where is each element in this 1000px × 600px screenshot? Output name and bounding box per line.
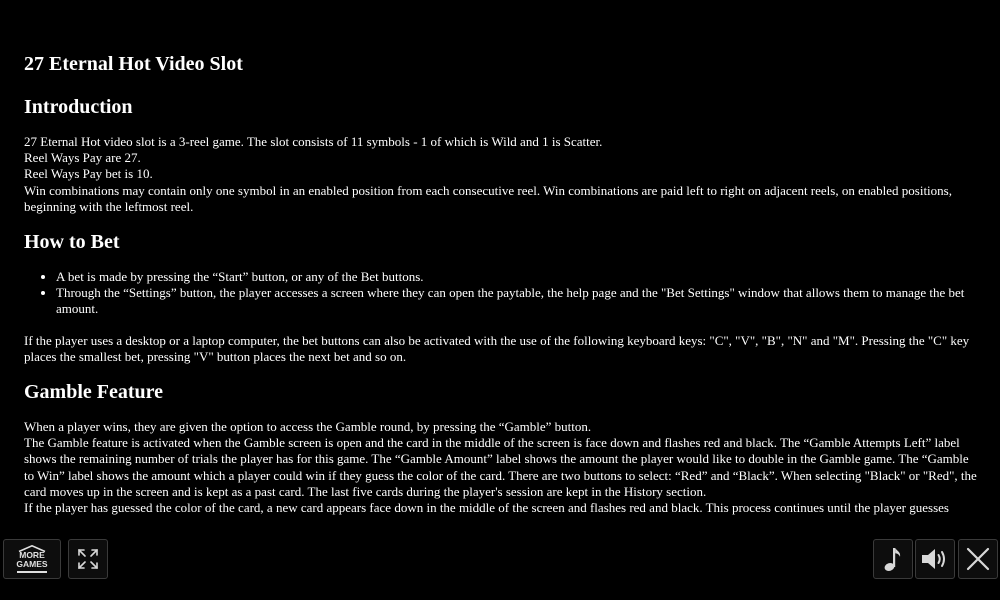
fullscreen-expand-icon (76, 547, 100, 571)
page-title: 27 Eternal Hot Video Slot (24, 53, 243, 75)
music-button[interactable] (873, 539, 913, 579)
more-games-underline (17, 571, 47, 573)
intro-line: Win combinations may contain only one symbol in an enabled position from each consecutive reel. Win combinations are paid left to right on adjacent reels, on enabled positions, beginning with the leftmost reel. (24, 182, 952, 214)
gamble-feature-heading: Gamble Feature (24, 381, 164, 404)
gamble-line: If the player has guessed the color of the card, a new card appears face down in the middle of the screen and flashes red and black. This process continues until the player guesses (24, 500, 949, 516)
gamble-line: When a player wins, they are given the option to access the Gamble round, by pressing the “Gamble” button. (24, 419, 592, 435)
introduction-text (24, 134, 980, 215)
intro-line: Reel Ways Pay are 27. (24, 150, 141, 166)
close-button[interactable] (958, 539, 998, 579)
sound-button[interactable] (915, 539, 955, 579)
close-icon (965, 546, 991, 572)
fullscreen-button[interactable] (68, 539, 108, 579)
speaker-icon (919, 545, 951, 573)
intro-line: Reel Ways Pay bet is 10. (24, 166, 153, 182)
how-to-bet-heading: How to Bet (24, 231, 120, 254)
music-note-icon (881, 545, 905, 573)
more-games-button[interactable] (3, 539, 61, 579)
intro-line: 27 Eternal Hot video slot is a 3-reel game. The slot consists of 11 symbols - 1 of which is Wild and 1 is Scatter. (24, 134, 603, 149)
introduction-heading: Introduction (24, 96, 133, 118)
gamble-feature-text (24, 419, 980, 516)
more-games-label: MORE GAMES (16, 550, 48, 569)
how-to-bet-list (24, 269, 980, 318)
keyboard-note: If the player uses a desktop or a laptop computer, the bet buttons can also be activated with the use of the following keyboard keys: "C", "V", "B", "N" and "M". Pressing the "C" key places the smallest bet, pressing "V" button places the next bet and so on. (24, 332, 970, 364)
list-item: • A bet is made by pressing the “Start” button, or any of the Bet buttons. (56, 269, 980, 285)
list-item: • Through the “Settings” button, the player accesses a screen where they can open the paytable, the help page and the "Bet Settings" window that allows them to manage the bet amount. (56, 285, 980, 317)
gamble-line: The Gamble feature is activated when the Gamble screen is open and the card in the middle of the screen is face down and flashes red and black. The “Gamble Attempts Left” label shows the remaining number of trials the player has for this game. The “Gamble Amount” label shows the amount the player would like to double in the Gamble game. The “Gamble to Win” label shows the amount which a player could win if they guess the color of the card. There are two buttons to select: “Red” and “Black”. When selecting "Black" or "Red", the card moves up in the screen and is kept as a past card. The last five cards during the player's session are kept in the History section. (24, 435, 977, 499)
help-content (24, 52, 980, 520)
